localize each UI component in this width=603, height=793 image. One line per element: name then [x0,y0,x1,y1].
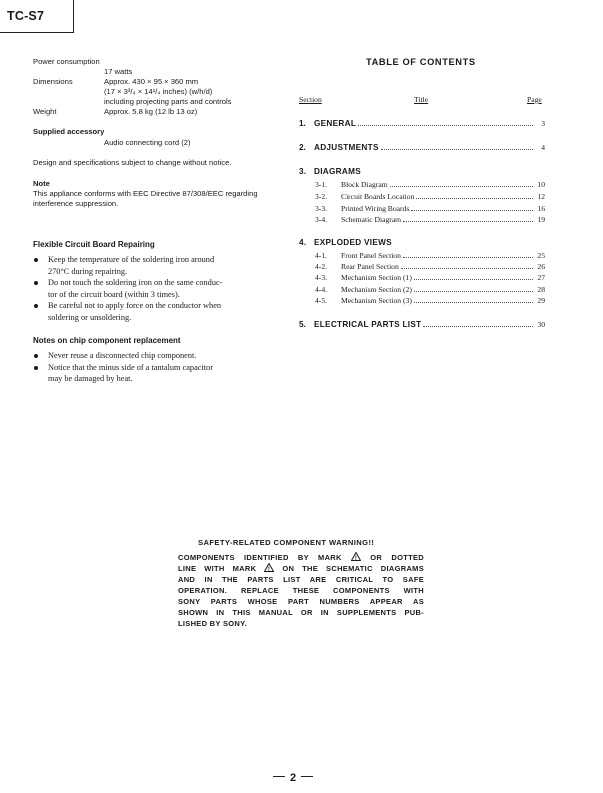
safety-line-5: SONY PARTS WHOSE PART NUMBERS APPEAR AS [178,597,424,606]
toc-num: 4. [299,238,307,247]
model-label: TC-S7 [7,9,45,23]
chip-bullet-2 [33,362,213,385]
dot-leader [381,149,533,150]
dot-leader [403,257,533,258]
warning-triangle-icon [351,552,361,561]
toc-col-section: Section [299,95,322,104]
chip-b2-l2: may be damaged by heat. [48,374,133,384]
toc-sub-4-5[interactable] [315,296,545,305]
accessory-heading: Supplied accessory [33,127,105,136]
svg-text:!: ! [268,566,271,572]
toc-sub-3-1[interactable] [315,180,545,189]
dot-leader [403,221,533,222]
toc-num: 5. [299,320,306,329]
toc-entry-parts-list[interactable] [299,320,545,329]
safety-line-7: LISHED BY SONY. [178,619,247,628]
toc-num: 2. [299,143,306,152]
toc-sub-num: 4-3. [315,273,328,282]
toc-page: 3 [541,119,545,128]
note-line1: This appliance conforms with EEC Directive 87/308/EEC regarding [33,189,258,198]
dot-leader [411,210,533,211]
dimensions-line1: Approx. 430 × 95 × 360 mm [104,77,199,86]
design-note: Design and specifications subject to change without notice. [33,158,232,167]
toc-sub-page: 16 [537,204,545,213]
toc-section-diagrams[interactable] [299,167,361,176]
toc-sub-page: 29 [537,296,545,305]
dimensions-line3: including projecting parts and controls [104,97,232,106]
toc-entry-adjustments[interactable] [299,143,545,152]
flex-b1-l1: Keep the temperature of the soldering iron around [48,255,215,264]
safety-title: SAFETY-RELATED COMPONENT WARNING!! [198,538,375,547]
toc-sub-num: 3-4. [315,215,328,224]
toc-sub-4-1[interactable] [315,251,545,260]
toc-title: TABLE OF CONTENTS [366,57,476,67]
flex-b2-l2: tor of the circuit board (within 3 times). [48,289,180,299]
note-line2: interference suppression. [33,199,119,208]
toc-sub-num: 4-1. [315,251,328,260]
safety-l2a: LINE WITH MARK [178,564,257,573]
toc-sub-3-4[interactable] [315,215,545,224]
toc-sub-3-2[interactable] [315,192,545,201]
toc-sub-title: Front Panel Section [341,251,401,260]
power-value: 17 watts [104,67,133,76]
toc-sub-title: Schematic Diagram [341,215,402,224]
flex-bullets [33,254,222,324]
toc-num: 1. [299,119,306,128]
flex-b3-l1: Be careful not to apply force on the conductor when [48,301,222,311]
svg-text:!: ! [354,555,358,561]
toc-sub-num: 4-2. [315,262,328,271]
toc-sub-title: Rear Panel Section [341,262,399,271]
toc-title-text: ELECTRICAL PARTS LIST [314,320,422,329]
toc-sub-title: Mechanism Section (2) [341,285,412,294]
dot-leader [414,291,533,292]
toc-entry-general[interactable] [299,119,545,128]
toc-page: 4 [541,143,545,152]
dot-leader [401,268,533,269]
flex-bullet-3 [33,300,222,323]
toc-sub-3-3[interactable] [315,204,545,213]
toc-sub-page: 19 [537,215,545,224]
toc-title-text: DIAGRAMS [314,167,361,176]
dot-leader [390,186,533,187]
safety-l2b: ON THE SCHEMATIC DIAGRAMS [282,564,425,573]
dot-leader [414,279,533,280]
safety-l1a: COMPONENTS IDENTIFIED BY MARK [178,553,342,562]
dimensions-line2: (17 × 3³/₄ × 14¹/₄ inches) (w/h/d) [104,87,213,96]
toc-sub-title: Printed Wiring Boards [341,204,410,213]
safety-line-1 [178,552,424,563]
toc-sub-4-4[interactable] [315,285,545,294]
page-number [268,772,318,784]
dot-leader [423,326,533,327]
flex-b3-l2: soldering or unsoldering. [48,312,132,322]
bullet-dot [34,281,38,285]
safety-line-3: AND IN THE PARTS LIST ARE CRITICAL TO SAFE [178,575,424,584]
toc-section-exploded[interactable] [299,238,392,247]
toc-sub-page: 25 [537,251,545,260]
chip-b2-l1: Notice that the minus side of a tantalum capacitor [48,362,213,372]
page-number-value: 2 [290,772,297,784]
chip-b1: Never reuse a disconnected chip component. [48,351,197,360]
toc-sub-num: 3-3. [315,204,328,213]
dot-leader [358,125,533,126]
toc-sub-page: 28 [537,285,545,294]
toc-title-text: GENERAL [314,119,357,128]
toc-sub-num: 3-2. [315,192,328,201]
safety-line-2 [178,563,424,574]
safety-line-4: OPERATION. REPLACE THESE COMPONENTS WITH [178,586,424,595]
dimensions-label: Dimensions [33,77,73,86]
toc-num: 3. [299,167,307,176]
bullet-dot [34,366,38,370]
toc-sub-title: Mechanism Section (1) [341,273,412,282]
accessory-item: Audio connecting cord (2) [104,138,191,147]
toc-sub-4-2[interactable] [315,262,545,271]
page-dash-left [273,776,285,777]
safety-warning [178,552,424,629]
flex-bullet-1 [33,254,222,277]
dot-leader [414,302,533,303]
toc-col-page: Page [527,95,542,104]
safety-line-6: SHOWN IN THIS MANUAL OR IN SUPPLEMENTS PUB- [178,608,424,617]
toc-title-text: ADJUSTMENTS [314,143,379,152]
chip-heading: Notes on chip component replacement [33,336,181,345]
toc-sub-num: 3-1. [315,180,328,189]
toc-sub-page: 27 [537,273,545,282]
flex-heading: Flexible Circuit Board Repairing [33,240,155,249]
page-dash-right [301,776,313,777]
flex-b2-l1: Do not touch the soldering iron on the same conduc- [48,278,223,288]
bullet-dot [34,304,38,308]
chip-bullet-1 [33,350,213,362]
bullet-dot [34,354,38,358]
bullet-dot [34,258,38,262]
toc-sub-num: 4-4. [315,285,328,294]
power-label: Power consumption [33,57,100,66]
toc-sub-page: 26 [537,262,545,271]
toc-sub-4-3[interactable] [315,273,545,282]
toc-sub-page: 10 [537,180,545,189]
toc-title-text: EXPLODED VIEWS [314,238,392,247]
toc-page: 30 [537,320,545,329]
toc-sub-title: Mechanism Section (3) [341,296,412,305]
toc-sub-title: Circuit Boards Location [341,192,415,201]
note-heading: Note [33,179,50,188]
warning-triangle-icon [264,563,274,572]
toc-sub-page: 12 [537,192,545,201]
toc-col-title: Title [414,95,429,104]
dot-leader [416,198,533,199]
flex-b1-l2: 270°C during repairing. [48,266,128,276]
flex-bullet-2 [33,277,222,300]
safety-l1b: OR DOTTED [370,553,424,562]
weight-label: Weight [33,107,57,116]
chip-bullets [33,350,213,385]
weight-value: Approx. 5.8 kg (12 lb 13 oz) [104,107,198,116]
toc-sub-num: 4-5. [315,296,328,305]
toc-sub-title: Block Diagram [341,180,388,189]
